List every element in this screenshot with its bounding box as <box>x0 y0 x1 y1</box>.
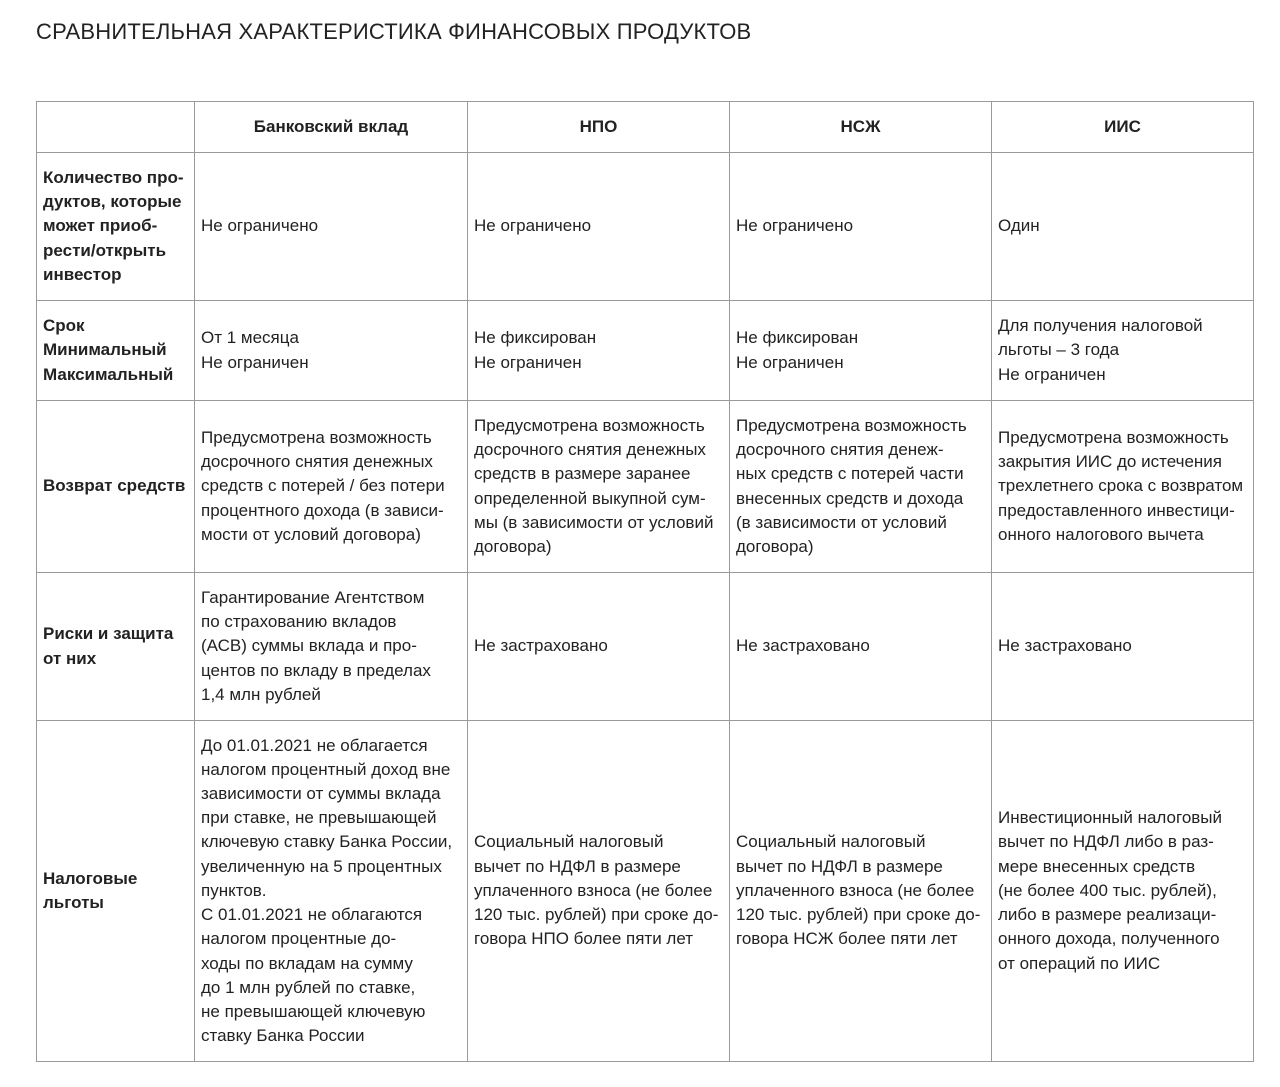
table-cell <box>730 573 992 721</box>
cell-text: Не застраховано <box>474 636 608 656</box>
row-label <box>37 721 195 1062</box>
row-label <box>37 573 195 721</box>
cell-text: Не фиксирован Не ограничен <box>474 328 597 372</box>
cell-text: Гарантирование Агентством по страхованию вкладов (АСВ) суммы вклада и про- центов по вкладу в пределах 1,4 млн рублей <box>201 587 431 704</box>
cell-text: Предусмотрена возможность досрочного снятия денежных средств с потерей / без потери процентного дохода (в зависи- мости от условий договора) <box>201 427 445 544</box>
table-cell <box>195 301 468 401</box>
table-row-refund <box>37 401 1254 573</box>
row-label-text: Срок Минимальный Максимальный <box>43 316 174 384</box>
table-cell <box>195 721 468 1062</box>
cell-text: Социальный налоговый вычет по НДФЛ в размере уплаченного взноса (не более 120 тыс. рублей) при сроке до- говора НСЖ более пяти лет <box>736 832 981 949</box>
cell-text: От 1 месяца Не ограничен <box>201 328 309 372</box>
table-cell <box>468 301 730 401</box>
row-label-text: Риски и защита от них <box>43 624 174 668</box>
table-cell <box>195 153 468 301</box>
comparison-table <box>36 101 1254 1062</box>
table-cell <box>730 153 992 301</box>
cell-text: Один <box>998 216 1040 236</box>
table-row-tax-benefits <box>37 721 1254 1062</box>
table-cell <box>468 401 730 573</box>
cell-text: Не ограничено <box>474 216 592 236</box>
cell-text: Предусмотрена возможность досрочного снятия денежных средств в размере заранее определенной выкупной сум- мы (в зависимости от условий договора) <box>474 415 714 556</box>
cell-text: Не застраховано <box>998 636 1132 656</box>
cell-text: Инвестиционный налоговый вычет по НДФЛ либо в раз- мере внесенных средств (не более 400 тыс. рублей), либо в размере реализаци- онного дохода, полученного от операций по ИИС <box>998 808 1223 973</box>
header-empty-cell <box>37 102 195 153</box>
column-header-npo: НПО <box>468 102 730 153</box>
table-row-risks <box>37 573 1254 721</box>
table-cell <box>468 153 730 301</box>
table-cell <box>992 573 1254 721</box>
cell-text: Не застраховано <box>736 636 870 656</box>
row-label <box>37 301 195 401</box>
row-label <box>37 401 195 573</box>
page-title: СРАВНИТЕЛЬНАЯ ХАРАКТЕРИСТИКА ФИНАНСОВЫХ ПРОДУКТОВ <box>36 19 752 44</box>
table-cell <box>468 573 730 721</box>
cell-text: Не ограничено <box>201 216 319 236</box>
column-header-nszh: НСЖ <box>730 102 992 153</box>
table-cell <box>992 301 1254 401</box>
table-header-row <box>37 102 1254 153</box>
column-header-iis: ИИС <box>992 102 1254 153</box>
cell-text: Социальный налоговый вычет по НДФЛ в размере уплаченного взноса (не более 120 тыс. рублей) при сроке до- говора НПО более пяти лет <box>474 832 719 949</box>
table-cell <box>730 401 992 573</box>
cell-text: До 01.01.2021 не облагается налогом процентный доход вне зависимости от суммы вклада при ставке, не превышающей ключевую ставку Банка России, увеличенную на 5 процентных пунктов. С 01.01.2021 не облагаются налогом процентные до- ходы по вкладам на сумму до 1 млн рублей по ставке, не превышающей ключевую ставку Банка России <box>201 735 453 1046</box>
table-cell <box>730 301 992 401</box>
table-cell <box>992 721 1254 1062</box>
row-label-text: Возврат средств <box>43 476 186 496</box>
cell-text: Предусмотрена возможность досрочного снятия денеж- ных средств с потерей части внесенных средств и дохода (в зависимости от условий договора) <box>736 415 967 556</box>
table-row-product-count <box>37 153 1254 301</box>
table-cell <box>195 401 468 573</box>
table-cell <box>992 153 1254 301</box>
cell-text: Не фиксирован Не ограничен <box>736 328 859 372</box>
cell-text: Не ограничено <box>736 216 854 236</box>
cell-text: Предусмотрена возможность закрытия ИИС до истечения трехлетнего срока с возвратом предоставленного инвестици- онного налогового вычета <box>998 427 1244 544</box>
row-label <box>37 153 195 301</box>
table-cell <box>730 721 992 1062</box>
row-label-text: Количество про- дуктов, которые может приоб- рести/открыть инвестор <box>43 167 184 284</box>
table-cell <box>195 573 468 721</box>
row-label-text: Налоговые льготы <box>43 868 138 912</box>
table-cell <box>468 721 730 1062</box>
table-cell <box>992 401 1254 573</box>
cell-text: Для получения налоговой льготы – 3 года Не ограничен <box>998 316 1203 384</box>
table-row-term <box>37 301 1254 401</box>
column-header-bank-deposit: Банковский вклад <box>195 102 468 153</box>
